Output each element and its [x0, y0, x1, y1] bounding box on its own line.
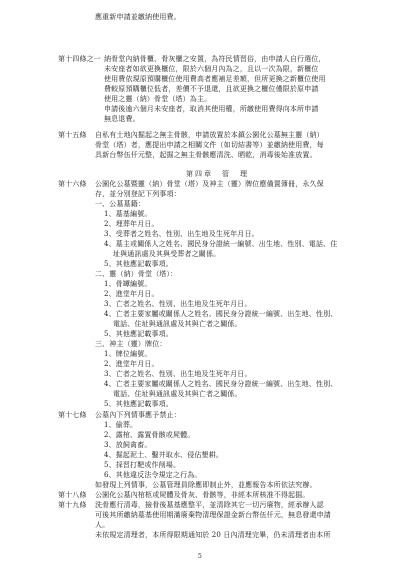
list-item-continuation: 電話、住址與通訊處及其與亡者之關係。	[113, 390, 242, 398]
text-line: 如發現上列情事，公墓管理員除應即制止外，並應報告本所依法究辦。	[95, 481, 317, 489]
list-item: 4、亡者主要家屬或關係人之姓名、國民身分證統一編號、出生地、性別、	[104, 380, 338, 388]
text-line: 公園化公墓內棺柩或屍體及骨灰、骨骸等，非經本所核准不得起掘。	[95, 491, 310, 499]
article-15-label: 第十五條	[58, 131, 87, 139]
text-line: 申請後逾六個月未安座者，取消其使用權，所繳使用費得向本所申請	[104, 105, 319, 113]
list-item: 3、亡者之姓名、性別、出生地及生死年月日。	[104, 300, 252, 308]
list-item-continuation: 電話、住址與通訊處及其與亡者之關係。	[113, 320, 242, 328]
text-line: 洗骨應行清毒，撿骨後墓基應整平，並清除其它一切污廢物，經承辦人認	[95, 501, 324, 509]
list-item: 4、亡者主要家屬或關係人之姓名、國民身分證統一編號、出生地、性別、	[104, 310, 338, 318]
list-item: 1、墓基編號。	[104, 210, 152, 218]
list-item: 5、採習打靶或作削場。	[104, 461, 181, 469]
list-item: 5、其他應記載事項。	[104, 400, 173, 408]
list-item-continuation: 址與通訊處及其與受葬者之關係。	[113, 250, 221, 258]
text-line: 未安座者如欲更換櫃位，限於六個月內為之，且以一次為限，新櫃位	[104, 65, 319, 73]
text-line: 骨堂（塔）者，應提出申請之相關文件（如切結書等）並繳納使用費，每	[95, 141, 324, 149]
article-14-1-label: 第十四條之一	[58, 55, 101, 63]
article-17-label: 第十七條	[58, 411, 87, 419]
list-item: 3、放飼禽畜。	[104, 441, 152, 449]
list-item: 3、亡者之姓名、性別、出生地及生死年月日。	[104, 370, 252, 378]
text-line: 費較原預購櫃位低者，差價不予退還，且欲更換之櫃位僅限於原申請	[104, 85, 319, 93]
section-heading: 三、神主（靈）牌位：	[95, 340, 167, 348]
list-item: 5、其他應記載事項。	[104, 260, 173, 268]
list-item: 6、其他違反法令規定之行為。	[104, 471, 202, 479]
list-item: 2、進堂年月日。	[104, 290, 159, 298]
text-line: 公園化公墓暨靈（納）骨堂（塔）及神主（靈）牌位應備置簿冊，永久保	[95, 180, 324, 188]
list-item: 1、牌位編號。	[104, 350, 152, 358]
page-number: 5	[198, 553, 202, 560]
text-line: 可後其所繳納墓基使用期滿廢棄物清理保證金新台幣伍仟元，無息發還申請	[95, 511, 331, 519]
section-heading: 二、靈（納）骨堂（塔）：	[95, 270, 178, 278]
text-line: 存，並分別登記下列事項：	[95, 190, 181, 198]
list-item: 3、受葬者之姓名、性別、出生地及生死年月日。	[104, 230, 259, 238]
text-line: 人。	[95, 521, 110, 529]
list-item: 2、露棺、露置骨骸或屍體。	[104, 431, 195, 439]
list-item: 1、偷葬。	[104, 421, 138, 429]
text-line: 公墓內下列情事應予禁止：	[95, 411, 181, 419]
text-line: 自私有土地內掘起之無主骨骸，申請放置於本鎮公園化公墓無主靈（納）	[95, 131, 324, 139]
text-line: 使用費依現原預購櫃位使用費高者應補足差額，但所更換之新櫃位使用	[104, 75, 326, 83]
list-item: 5、其他應記載事項。	[104, 330, 173, 338]
chapter-heading: 第四章 管 理	[186, 170, 249, 178]
text-line: 使用之靈（納）骨堂（塔）為主。	[104, 95, 212, 103]
text-line: 無息退費。	[104, 115, 140, 123]
list-item: 4、掘起泥土、鑿井取水、侵佔墾耕。	[104, 451, 224, 459]
article-16-label: 第十六條	[58, 180, 87, 188]
text-line: 未依規定清理者，本所得限期通知於 20 日內清理完畢，仍未清理者由本所	[95, 531, 331, 539]
list-item: 2、進堂年月日。	[104, 360, 159, 368]
article-18-label: 第十八條	[58, 491, 87, 499]
text-line: 具新台幣伍仟元整，起掘之無主骨骸應清洗、晒乾，消毒後始准放置。	[95, 151, 317, 159]
list-item: 2、埋葬年月日。	[104, 220, 159, 228]
article-19-label: 第十九條	[58, 501, 87, 509]
text-line: 納骨堂內納骨櫃、骨灰櫃之安置，為符民情習俗，由申請人自行選位，	[104, 55, 326, 63]
list-item: 4、墓主或關係人之姓名、國民身分證統一編號、出生地、性別、電話、住	[104, 240, 338, 248]
list-item: 1、骨罈編號。	[104, 280, 152, 288]
section-heading: 一、公墓墓籍：	[95, 200, 146, 208]
text-line: 應重新申請並繳納使用費。	[95, 13, 181, 21]
